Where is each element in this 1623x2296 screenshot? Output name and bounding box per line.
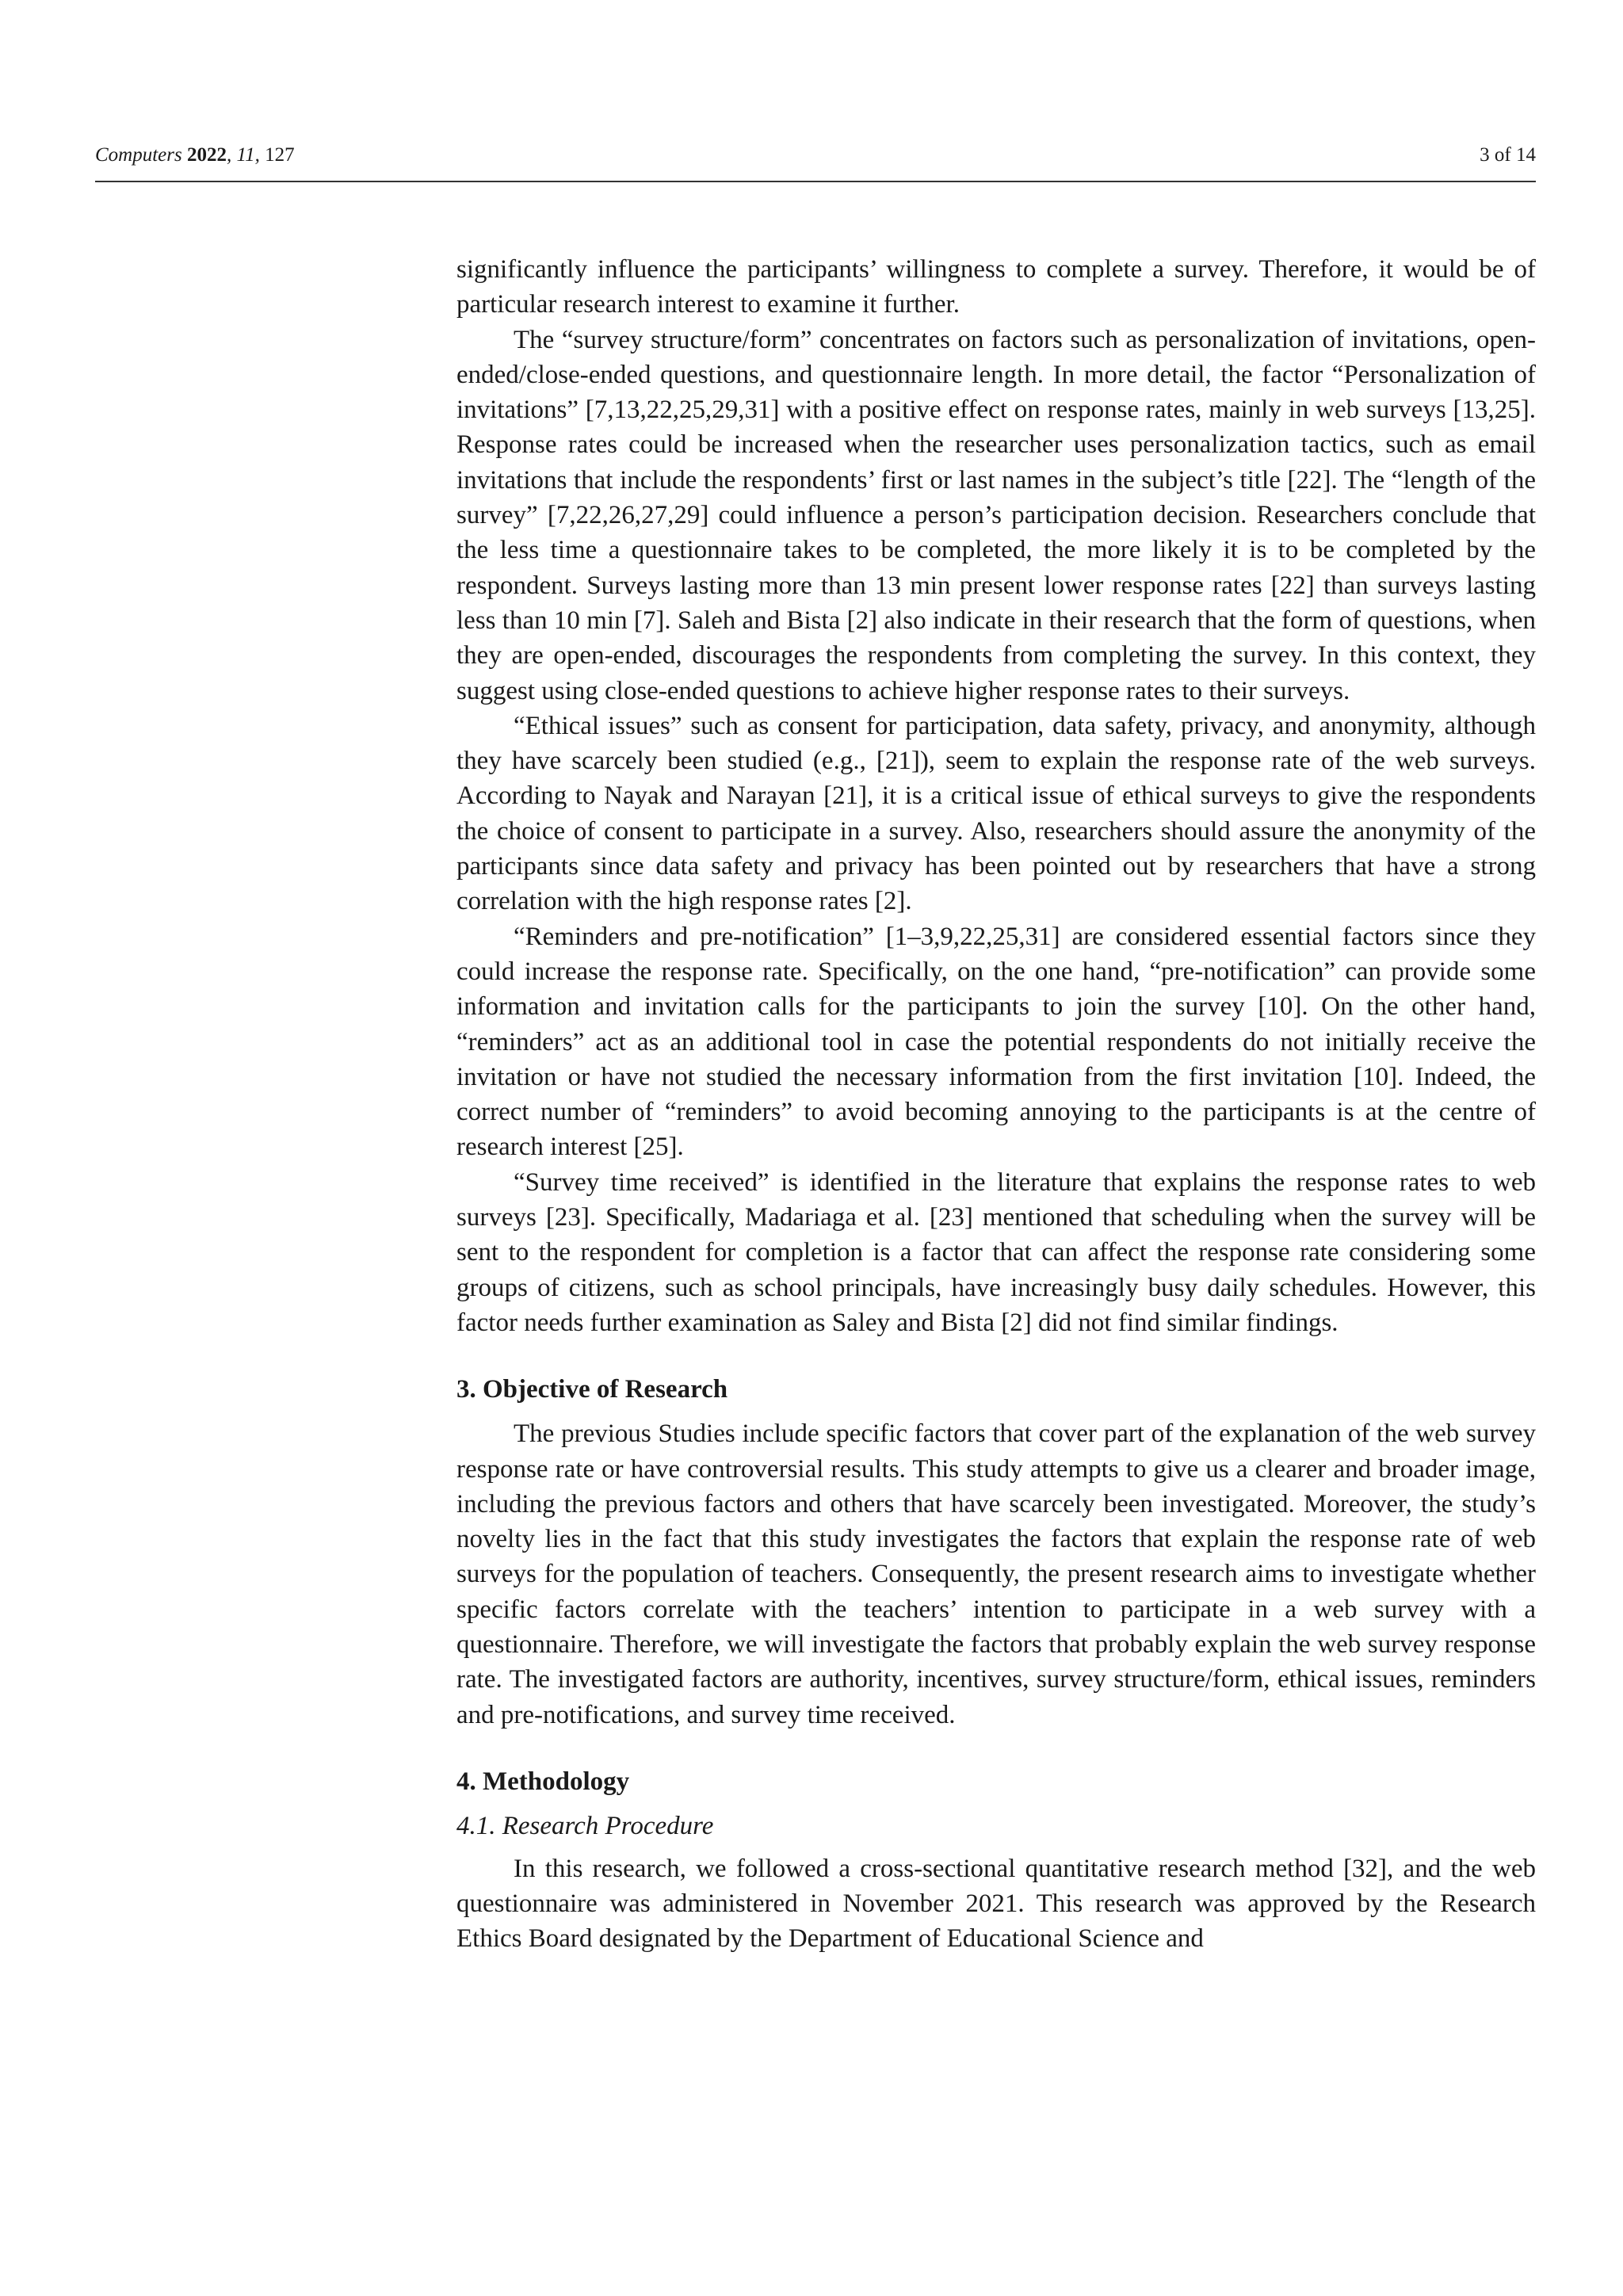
subsection-heading-procedure: 4.1. Research Procedure <box>456 1811 714 1840</box>
journal-year: 2022 <box>186 144 227 166</box>
running-header <box>95 139 1536 182</box>
journal-name: Computers <box>95 144 182 166</box>
section-heading-methodology: 4. Methodology <box>456 1767 630 1796</box>
paragraph-procedure: In this research, we followed a cross-sectional quantitative research method [32], and the web questionnaire was administered in November 2021. This research was approved by the Research Ethics Board designated by the Department of Educational Science and <box>456 1854 1536 1954</box>
paragraph-ethical-issues: “Ethical issues” such as consent for participation, data safety, privacy, and anonymity, although they have scarcely been studied (e.g., [21]), seem to explain the response rate of the web surveys. According to Nayak and Narayan [21], it is a critical issue of ethical surveys to give the respondents the choice of consent to participate in a survey. Also, researchers should assure the anonymity of the participants since data safety and privacy has been pointed out by researchers that have a strong correlation with the high response rates [2]. <box>456 711 1536 916</box>
article-number: 127 <box>265 144 295 166</box>
paragraph-continued: significantly influence the participants’ willingness to complete a survey. Therefore, it would be of particular research interest to examine it further. <box>456 255 1536 319</box>
journal-citation: Computers 2022, 11, 127 <box>95 144 295 166</box>
paragraph-survey-time: “Survey time received” is identified in the literature that explains the response rates to web surveys [23]. Specifically, Madariaga et al. [23] mentioned that scheduling when the survey will be sent to the respondent for completion is a factor that can affect the response rate considering some groups of citizens, such as school principals, have increasingly busy daily schedules. However, this factor needs further examination as Saley and Bista [2] did not find similar findings. <box>456 1167 1536 1337</box>
paragraph-reminders: “Reminders and pre-notification” [1–3,9,22,25,31] are considered essential factors since they could increase the response rate. Specifically, on the one hand, “pre-notification” can provide some information and invitation calls for the participants to join the survey [10]. On the other hand, “reminders” act as an additional tool in case the potential respondents do not initially receive the invitation or have not studied the necessary information from the first invitation [10]. Indeed, the correct number of “reminders” to avoid becoming annoying to the participants is at the centre of research interest [25]. <box>456 922 1536 1162</box>
main-text-column <box>456 252 1536 1957</box>
paragraph-objective: The previous Studies include specific factors that cover part of the explanation of the web survey response rate or have controversial results. This study attempts to give us a clearer and broader image, including the previous factors and others that have scarcely been investigated. Moreover, the study’s novelty lies in the fact that this study investigates the factors that explain the response rate of web surveys for the population of teachers. Consequently, the present research aims to investigate whether specific factors correlate with the teachers’ intention to participate in a web survey with a questionnaire. Therefore, we will investigate the factors that probably explain the web survey response rate. The investigated factors are authority, incentives, survey structure/form, ethical issues, reminders and pre-notifications, and survey time received. <box>456 1419 1536 1729</box>
page-number: 3 of 14 <box>1480 144 1536 166</box>
paragraph-survey-structure: The “survey structure/form” concentrates on factors such as personalization of invitations, open-ended/close-ended questions, and questionnaire length. In more detail, the factor “Personalization of invitations” [7,13,22,25,29,31] with a positive effect on response rates, mainly in web surveys [13,25]. Response rates could be increased when the researcher uses personalization tactics, such as email invitations that include the respondents’ first or last names in the subject’s title [22]. The “length of the survey” [7,22,26,27,29] could influence a person’s participation decision. Researchers conclude that the less time a questionnaire takes to be completed, the more likely it is to be completed by the respondent. Surveys lasting more than 13 min present lower response rates [22] than surveys lasting less than 10 min [7]. Saleh and Bista [2] also indicate in their research that the form of questions, when they are open-ended, discourages the respondents from completing the survey. In this context, they suggest using close-ended questions to achieve higher response rates to their surveys. <box>456 325 1536 705</box>
section-heading-objective: 3. Objective of Research <box>456 1375 728 1404</box>
journal-volume: 11 <box>236 144 255 166</box>
